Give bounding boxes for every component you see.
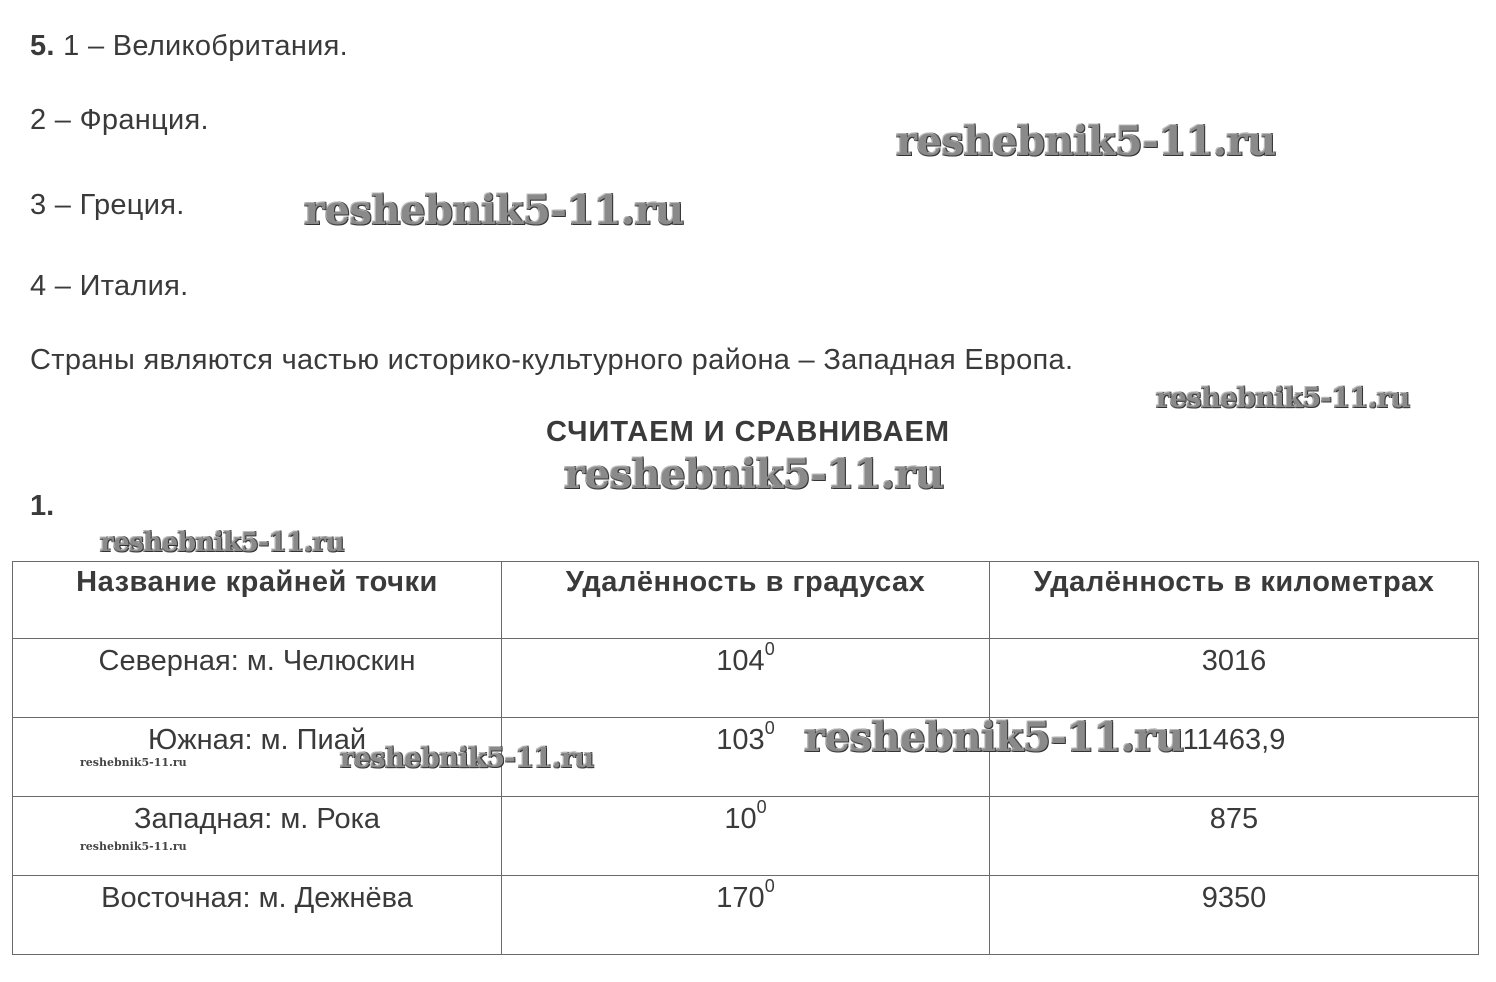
task-number: 1. bbox=[30, 490, 55, 522]
table-row bbox=[13, 876, 1479, 955]
cell-degrees: $170^0$ bbox=[502, 876, 990, 955]
degree-sign: 0 bbox=[764, 876, 775, 897]
watermark: reshebnik5-11.ru bbox=[896, 118, 1276, 165]
watermark: reshebnik5-11.ru bbox=[304, 187, 684, 234]
exercise-number: 5. bbox=[30, 30, 55, 62]
answer-line-4: 4 – Италия. bbox=[30, 270, 189, 302]
answer-text-1: 1 – Великобритания. bbox=[63, 30, 348, 62]
cell-km: 11463,9 bbox=[990, 718, 1479, 797]
cell-km: 9350 bbox=[990, 876, 1479, 955]
cell-degrees: $103^0$ bbox=[502, 718, 990, 797]
table-header-row bbox=[13, 562, 1479, 639]
degree-sign: 0 bbox=[764, 639, 775, 660]
extreme-points-table bbox=[12, 561, 1479, 955]
watermark: reshebnik5-11.ru bbox=[340, 743, 594, 774]
degree-sign: 0 bbox=[756, 797, 767, 818]
cell-km: 875 bbox=[990, 797, 1479, 876]
section-heading: СЧИТАЕМ И СРАВНИВАЕМ bbox=[545, 416, 951, 448]
watermark: reshebnik5-11.ru bbox=[564, 451, 944, 498]
cell-degrees: $10^0$ bbox=[502, 797, 990, 876]
table-row bbox=[13, 639, 1479, 718]
watermark: reshebnik5-11.ru bbox=[80, 840, 187, 853]
watermark: reshebnik5-11.ru bbox=[100, 528, 345, 558]
header-point-name: Название крайней точки bbox=[13, 562, 502, 639]
table-row bbox=[13, 718, 1479, 797]
cell-point: Восточная: м. Дежнёва bbox=[13, 876, 502, 955]
answer-line-3: 3 – Греция. bbox=[30, 189, 185, 221]
table-row bbox=[13, 797, 1479, 876]
answer-line-1 bbox=[30, 30, 348, 63]
answer-conclusion: Страны являются частью историко-культурного района – Западная Европа. bbox=[30, 344, 1074, 376]
watermark: reshebnik5-11.ru bbox=[80, 756, 187, 769]
watermark: reshebnik5-11.ru bbox=[1156, 383, 1410, 414]
cell-degrees: $104^0$ bbox=[502, 639, 990, 718]
cell-point: Южная: м. Пиай bbox=[13, 718, 502, 797]
cell-point: Западная: м. Рока bbox=[13, 797, 502, 876]
answer-line-2: 2 – Франция. bbox=[30, 104, 209, 136]
cell-km: 3016 bbox=[990, 639, 1479, 718]
header-km: Удалённость в километрах bbox=[990, 562, 1479, 639]
header-degrees: Удалённость в градусах bbox=[502, 562, 990, 639]
watermark: reshebnik5-11.ru bbox=[804, 714, 1184, 761]
degree-sign: 0 bbox=[764, 718, 775, 739]
cell-point: Северная: м. Челюскин bbox=[13, 639, 502, 718]
